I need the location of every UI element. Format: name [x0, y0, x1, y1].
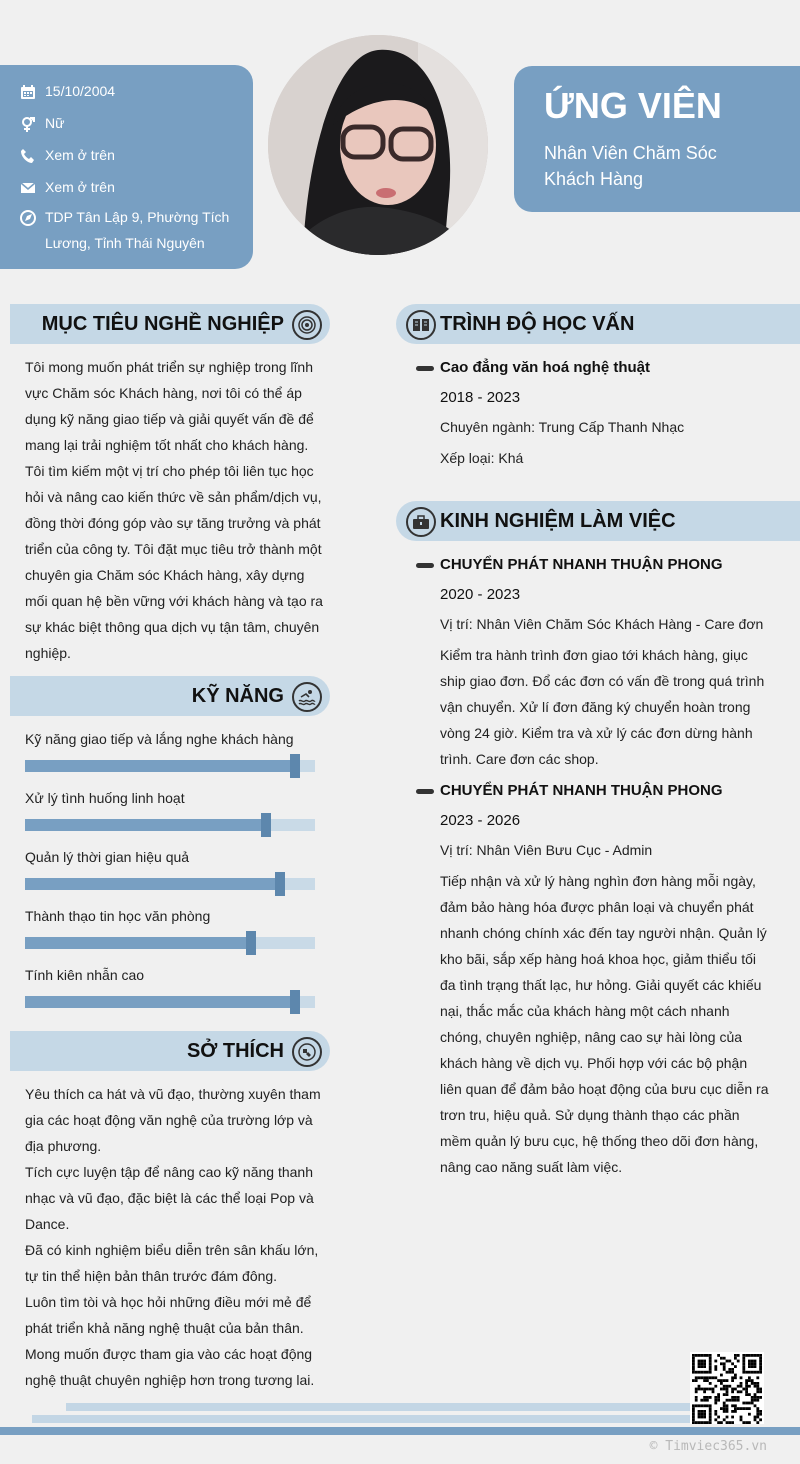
skill-name: Thành thạo tin học văn phòng — [25, 908, 211, 924]
education-period: 2018 - 2023 — [440, 389, 521, 406]
job-bullet — [416, 789, 434, 794]
swimmer-icon — [292, 682, 322, 712]
target-icon — [292, 310, 322, 340]
experience-header — [396, 501, 800, 541]
education-header — [396, 304, 800, 344]
footer-bar — [66, 1403, 690, 1411]
name-card — [514, 66, 800, 212]
skill-bar-fill — [25, 760, 295, 772]
skill-bar-handle — [290, 754, 300, 778]
desired-position: Nhân Viên Chăm Sóc Khách Hàng — [544, 143, 717, 189]
qr-code[interactable] — [690, 1352, 764, 1424]
skill-bar — [25, 760, 315, 772]
experience-title: KINH NGHIỆM LÀM VIỆC — [440, 510, 676, 532]
skill-bar — [25, 878, 315, 890]
hobby-line: Tích cực luyện tập để nâng cao kỹ năng thanh nhạc và vũ đạo, đặc biệt là các thể loại Pop và Dance. — [25, 1164, 314, 1232]
calendar-icon — [20, 82, 38, 100]
skill-bar-fill — [25, 819, 266, 831]
skill-bar — [25, 937, 315, 949]
skill-name: Quản lý thời gian hiệu quả — [25, 849, 190, 865]
job-bullet — [416, 563, 434, 568]
hobby-icon — [292, 1037, 322, 1067]
birthday-row — [20, 78, 230, 104]
education-school: Cao đẳng văn hoá nghệ thuật — [440, 359, 651, 376]
skill-name: Kỹ năng giao tiếp và lắng nghe khách hàng — [25, 731, 294, 747]
copyright-text: © Timviec365.vn — [649, 1439, 767, 1454]
objective-header — [10, 304, 330, 344]
gender-text: Nữ — [45, 115, 65, 131]
phone-text: Xem ở trên — [45, 147, 115, 163]
envelope-icon — [20, 178, 38, 196]
gender-row — [20, 110, 230, 136]
hobby-line: Đã có kinh nghiệm biểu diễn trên sân khấu lớn, tự tin thể hiện bản thân trước đám đông. — [25, 1242, 319, 1284]
address-row — [20, 204, 230, 256]
job-description: Tiếp nhận và xử lý hàng nghìn đơn hàng mỗi ngày, đảm bảo hàng hóa được phân loại và chuyển phát nhanh chóng chính xác đến tay người nhận. Quản lý kho bãi, sắp xếp hàng hoá khoa học, giảm thiểu tối đa tình trạng thất lạc, hư hỏng. Giải quyết các khiếu nại, thắc mắc của khách hàng một cách nhanh chóng, chuyên nghiệp, nâng cao sự hài lòng của khách hàng về dịch vụ. Phối hợp với các bộ phận liên quan để đảm bảo hoạt động của bưu cục diễn ra trơn tru, hiệu quả. Sử dụng thành thạo các phần mềm quản lý bưu cục, hệ thống theo dõi đơn hàng, nâng cao năng suất làm việc. — [440, 873, 769, 1175]
hobbies-header — [10, 1031, 330, 1071]
gender-icon — [20, 114, 38, 132]
footer-bar — [0, 1427, 800, 1435]
job-role: Vị trí: Nhân Viên Bưu Cục - Admin — [440, 842, 653, 858]
skill-bar-handle — [290, 990, 300, 1014]
candidate-name: ỨNG VIÊN — [544, 85, 722, 126]
education-grade: Xếp loại: Khá — [440, 450, 524, 466]
briefcase-icon — [406, 507, 436, 537]
hobbies-title: SỞ THÍCH — [186, 1040, 284, 1062]
location-icon — [20, 208, 38, 226]
skill-bar — [25, 996, 315, 1008]
hobbies-text — [25, 1081, 333, 1393]
skills-header — [10, 676, 330, 716]
skill-name: Xử lý tình huống linh hoạt — [25, 790, 185, 806]
objective-text: Tôi mong muốn phát triển sự nghiệp trong lĩnh vực Chăm sóc Khách hàng, nơi tôi có thể áp dụng kỹ năng giao tiếp và giải quyết vấn đề để mang lại trải nghiệm tốt nhất cho khách hàng. Tôi tìm kiếm một vị trí cho phép tôi liên tục học hỏi và nâng cao kiến thức về sản phẩm/dịch vụ, đồng thời đóng góp vào sự tăng trưởng và phát triển của công ty. Tôi đặt mục tiêu trở thành một chuyên gia Chăm sóc Khách hàng, xây dựng mối quan hệ bền vững với khách hàng và tạo ra sự khác biệt thông qua dịch vụ tận tâm, chuyên nghiệp. — [25, 359, 323, 661]
skills-title: KỸ NĂNG — [191, 685, 284, 707]
email-row — [20, 174, 230, 200]
avatar — [268, 35, 488, 255]
job-description: Kiểm tra hành trình đơn giao tới khách hàng, giục ship giao đơn. Đổ các đơn có vấn đề trong quá trình vận chuyển. Xử lí đơn đăng ký chuyển hoàn trong vòng 24 giờ. Kiểm tra và xử lý các đơn dừng hành trình. Care đơn các shop. — [440, 647, 765, 767]
phone-icon — [20, 146, 38, 164]
skill-bar-fill — [25, 878, 280, 890]
skill-bar-handle — [261, 813, 271, 837]
hobby-line: Mong muốn được tham gia vào các hoạt động nghệ thuật chuyên nghiệp hơn trong tương lai. — [25, 1346, 315, 1388]
job-period: 2020 - 2023 — [440, 586, 521, 603]
contact-card — [0, 65, 253, 269]
skill-name: Tính kiên nhẫn cao — [25, 967, 145, 983]
education-bullet — [416, 366, 434, 371]
skill-bar-fill — [25, 996, 295, 1008]
objective-title: MỤC TIÊU NGHỀ NGHIỆP — [41, 313, 284, 335]
job-role: Vị trí: Nhân Viên Chăm Sóc Khách Hàng - Care đơn — [440, 616, 764, 632]
hobby-line: Yêu thích ca hát và vũ đạo, thường xuyên tham gia các hoạt động văn nghệ của trường lớp và địa phương. — [25, 1086, 321, 1154]
education-title: TRÌNH ĐỘ HỌC VẤN — [440, 313, 635, 335]
book-icon — [406, 310, 436, 340]
skill-bar-handle — [275, 872, 285, 896]
education-major: Chuyên ngành: Trung Cấp Thanh Nhạc — [440, 419, 685, 435]
skill-bar — [25, 819, 315, 831]
email-text: Xem ở trên — [45, 179, 115, 195]
phone-row — [20, 142, 230, 168]
skill-bar-fill — [25, 937, 251, 949]
job-company: CHUYỂN PHÁT NHANH THUẬN PHONG — [440, 556, 723, 573]
skill-bar-handle — [246, 931, 256, 955]
job-company: CHUYỂN PHÁT NHANH THUẬN PHONG — [440, 782, 723, 799]
address-text: TDP Tân Lập 9, Phường Tích Lương, Tỉnh Thái Nguyên — [45, 209, 230, 251]
job-period: 2023 - 2026 — [440, 812, 521, 829]
birthday-text: 15/10/2004 — [45, 83, 116, 99]
footer-bar — [32, 1415, 690, 1423]
hobby-line: Luôn tìm tòi và học hỏi những điều mới mẻ để phát triển khả năng nghệ thuật của bản thân. — [25, 1294, 312, 1336]
